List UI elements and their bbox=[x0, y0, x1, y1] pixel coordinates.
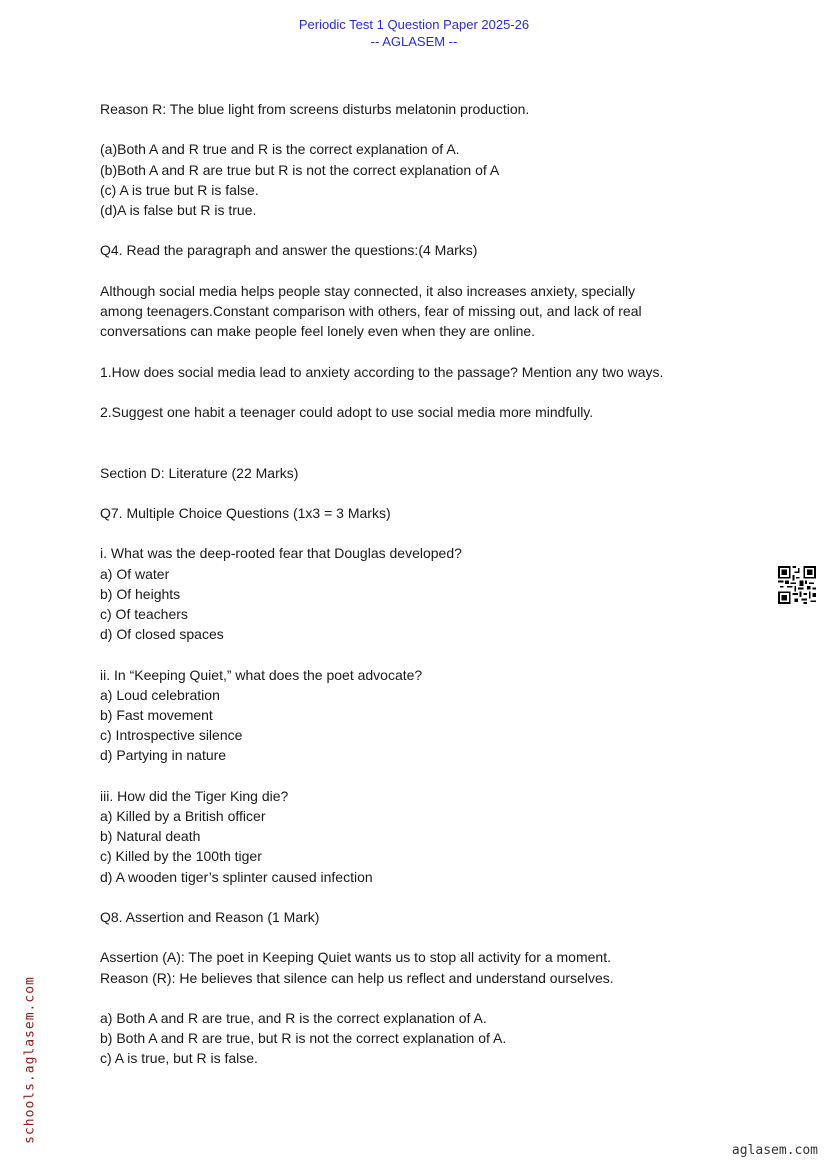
q4-paragraph-line: Although social media helps people stay connected, it also increases anxiety, specially bbox=[100, 282, 636, 299]
page-content bbox=[100, 99, 740, 1069]
mcq-option: d) Partying in nature bbox=[100, 747, 227, 764]
q3-option: (b)Both A and R are true but R is not the correct explanation of A bbox=[100, 161, 500, 178]
mcq-option: a) Loud celebration bbox=[100, 686, 220, 703]
mcq-question: i. What was the deep-rooted fear that Douglas developed? bbox=[100, 545, 462, 562]
section-d-title: Section D: Literature (22 Marks) bbox=[100, 464, 299, 481]
mcq-option: b) Fast movement bbox=[100, 706, 213, 723]
q4-question-2: 2.Suggest one habit a teenager could adopt to use social media more mindfully. bbox=[100, 403, 594, 420]
q4-paragraph-line: among teenagers.Constant comparison with others, fear of missing out, and lack of real bbox=[100, 302, 642, 319]
q3-reason: Reason R: The blue light from screens disturbs melatonin production. bbox=[100, 101, 530, 117]
mcq-option: c) Of teachers bbox=[100, 605, 188, 622]
q3-option: (a)Both A and R true and R is the correct explanation of A. bbox=[100, 141, 460, 158]
q4-question-1: 1.How does social media lead to anxiety according to the passage? Mention any two ways. bbox=[100, 363, 664, 380]
mcq-option: d) Of closed spaces bbox=[100, 626, 224, 643]
q8-option: a) Both A and R are true, and R is the correct explanation of A. bbox=[100, 1009, 487, 1026]
q3-option: (d)A is false but R is true. bbox=[100, 202, 257, 218]
mcq-option: b) Natural death bbox=[100, 828, 201, 845]
q8-assertion: Assertion (A): The poet in Keeping Quiet wants us to stop all activity for a moment. bbox=[100, 949, 611, 966]
q8-reason: Reason (R): He believes that silence can help us reflect and understand ourselves. bbox=[100, 969, 614, 986]
q8-option: c) A is true, but R is false. bbox=[100, 1050, 258, 1067]
mcq-option: c) Introspective silence bbox=[100, 727, 243, 744]
footer-watermark-url: aglasem.com bbox=[731, 1143, 818, 1158]
mcq-question: ii. In “Keeping Quiet,” what does the poet advocate? bbox=[100, 666, 423, 683]
side-watermark-url: schools.aglasem.com bbox=[22, 976, 38, 1144]
mcq-option: b) Of heights bbox=[100, 585, 181, 602]
paper-subtitle: -- AGLASEM -- bbox=[370, 34, 458, 49]
mcq-option: a) Of water bbox=[100, 565, 170, 582]
qr-code-icon bbox=[778, 566, 816, 604]
mcq-option: d) A wooden tiger’s splinter caused infection bbox=[100, 868, 373, 885]
q4-heading: Q4. Read the paragraph and answer the questions:(4 Marks) bbox=[100, 242, 478, 259]
q3-option: (c) A is true but R is false. bbox=[100, 181, 259, 198]
mcq-option: c) Killed by the 100th tiger bbox=[100, 848, 262, 865]
q7-heading: Q7. Multiple Choice Questions (1x3 = 3 Marks) bbox=[100, 504, 391, 521]
paper-title: Periodic Test 1 Question Paper 2025-26 bbox=[298, 17, 530, 32]
q4-paragraph-line: conversations can make people feel lonely even when they are online. bbox=[100, 323, 536, 340]
mcq-option: a) Killed by a British officer bbox=[100, 807, 266, 824]
page-header bbox=[0, 16, 828, 50]
q8-heading: Q8. Assertion and Reason (1 Mark) bbox=[100, 908, 320, 925]
mcq-question: iii. How did the Tiger King die? bbox=[100, 787, 289, 804]
q8-option: b) Both A and R are true, but R is not the correct explanation of A. bbox=[100, 1030, 507, 1047]
